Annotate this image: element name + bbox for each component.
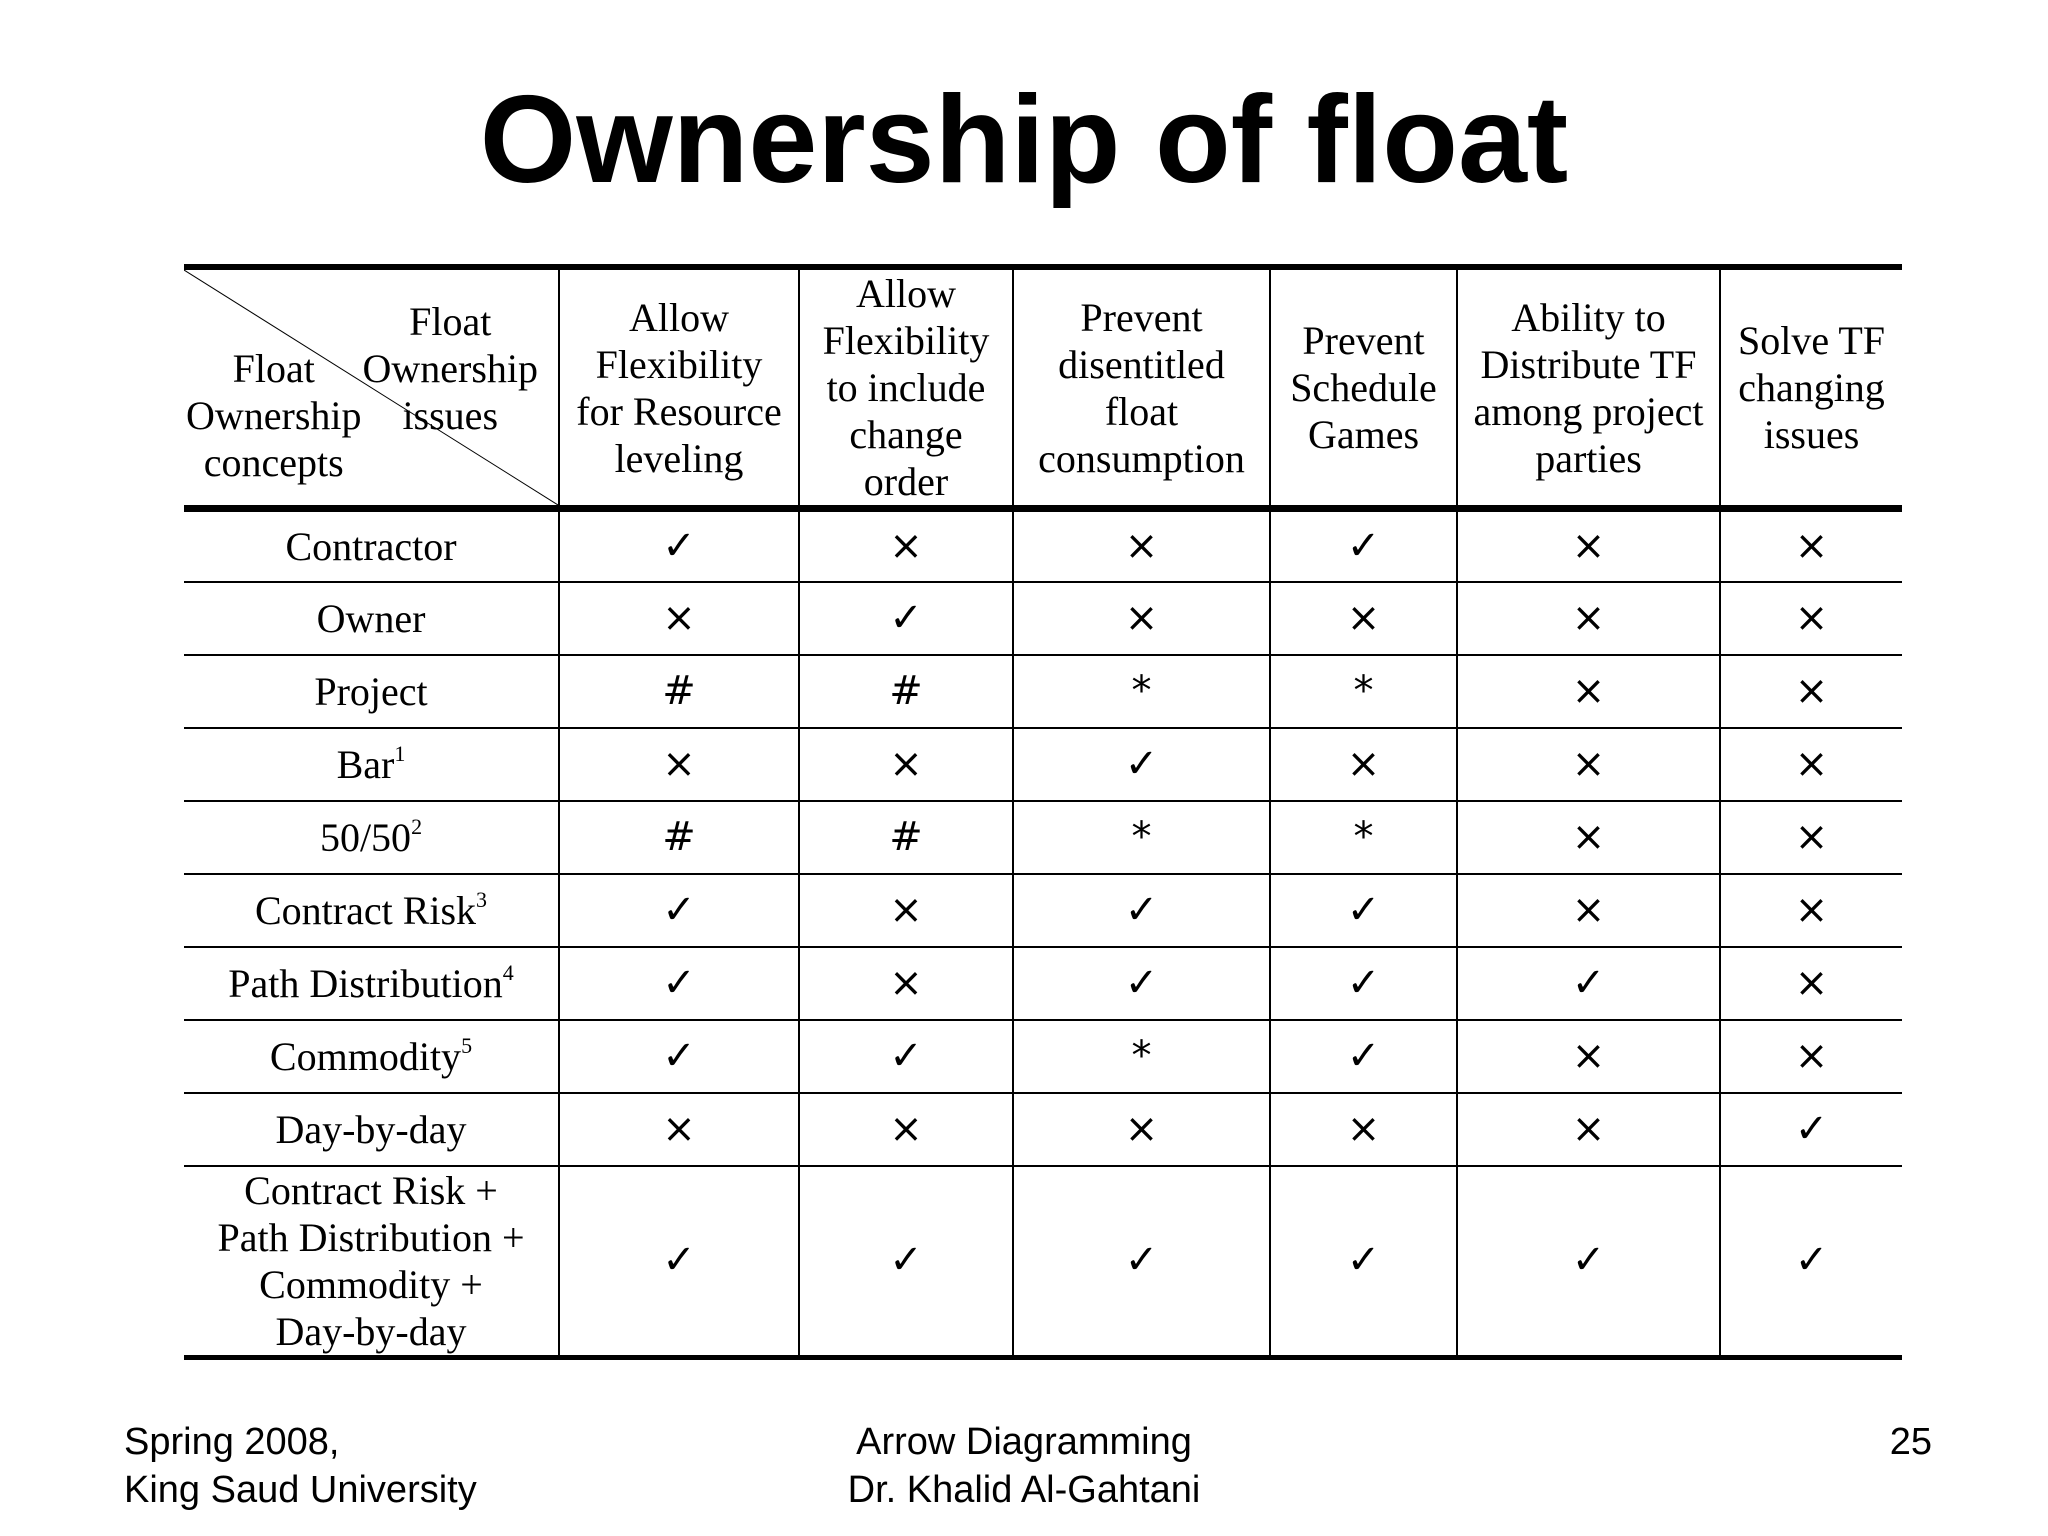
table-cell: ✓ [1013,874,1270,947]
column-header-resource-leveling: Allow Flexibility for Resource leveling [559,267,799,509]
table-cell: × [1457,509,1720,582]
table-cell: × [799,947,1013,1020]
row-label: Path Distribution$^4$ [184,947,559,1020]
corner-issues-label: Float Ownership issues [362,299,538,438]
table-cell: * [1270,655,1457,728]
row-label: Day-by-day [184,1093,559,1166]
table-cell: × [1720,655,1902,728]
table-row [184,1020,1902,1093]
table-cell: ✓ [1720,1166,1902,1358]
table-cell: × [559,582,799,655]
table-cell: × [1720,874,1902,947]
table-cell: ✓ [1013,947,1270,1020]
table-row [184,1166,1902,1358]
table-row [184,947,1902,1020]
table-cell: × [799,509,1013,582]
table-cell: ✓ [1270,1020,1457,1093]
corner-header-cell [184,267,559,509]
table-cell: × [1720,1020,1902,1093]
table-cell: × [1457,1093,1720,1166]
table-row [184,509,1902,582]
table-cell: × [1013,509,1270,582]
table-row [184,582,1902,655]
table-cell: ✓ [1457,947,1720,1020]
table-cell: × [559,728,799,801]
column-header-change-order: Allow Flexibility to include change order [799,267,1013,509]
table-header-row [184,267,1902,509]
footer-left: Spring 2008, King Saud University [124,1421,477,1511]
table-cell: ✓ [1270,947,1457,1020]
table-cell: × [1720,947,1902,1020]
footer-center: Arrow Diagramming Dr. Khalid Al-Gahtani [847,1421,1201,1511]
table-cell: # [559,801,799,874]
table-cell: ✓ [559,509,799,582]
table-cell: # [799,801,1013,874]
table-cell: ✓ [559,874,799,947]
table-cell: ✓ [1457,1166,1720,1358]
table-cell: ✓ [799,1166,1013,1358]
table-cell: × [799,1093,1013,1166]
table-cell: ✓ [559,947,799,1020]
row-label: Commodity$^5$ [184,1020,559,1093]
table-cell: # [559,655,799,728]
table-cell: × [1270,582,1457,655]
table-cell: × [1270,728,1457,801]
column-header-disentitled-float: Prevent disentitled float consumption [1013,267,1270,509]
table-cell: × [799,728,1013,801]
table-cell: × [1457,728,1720,801]
table-cell: ✓ [799,1020,1013,1093]
table-cell: * [1013,655,1270,728]
table-row [184,801,1902,874]
table-cell: * [1013,801,1270,874]
table-cell: ✓ [1270,509,1457,582]
table-cell: × [799,874,1013,947]
column-header-tf-changing: Solve TF changing issues [1720,267,1902,509]
row-label: Contract Risk$^3$ [184,874,559,947]
table-cell: × [1457,801,1720,874]
table-cell: ✓ [559,1166,799,1358]
float-ownership-table [184,264,1902,1360]
table-cell: × [1720,582,1902,655]
table-cell: ✓ [1270,874,1457,947]
row-label: Owner [184,582,559,655]
table-cell: × [1013,582,1270,655]
column-header-schedule-games: Prevent Schedule Games [1270,267,1457,509]
row-label: Contract Risk + Path Distribution + Commodity + Day-by-day [184,1166,559,1358]
row-label: Project [184,655,559,728]
table-row [184,1093,1902,1166]
table-cell: * [1013,1020,1270,1093]
table-cell: × [1457,1020,1720,1093]
table-cell: * [1270,801,1457,874]
table-cell: × [559,1093,799,1166]
table-cell: ✓ [1720,1093,1902,1166]
page-number: 25 [1889,1421,1932,1463]
table-row [184,655,1902,728]
table-cell: × [1457,582,1720,655]
table-cell: ✓ [1013,1166,1270,1358]
table-row [184,728,1902,801]
table-cell: ✓ [1013,728,1270,801]
table-cell: × [1457,655,1720,728]
table-cell: ✓ [799,582,1013,655]
slide-title: Ownership of float [479,71,1569,209]
table-cell: ✓ [559,1020,799,1093]
row-label: Contractor [184,509,559,582]
table-cell: × [1720,728,1902,801]
table-cell: × [1013,1093,1270,1166]
table-cell: × [1270,1093,1457,1166]
table-cell: # [799,655,1013,728]
table-cell: × [1457,874,1720,947]
corner-concepts-label: Float Ownership concepts [186,346,362,485]
table-cell: ✓ [1270,1166,1457,1358]
row-label: $50/50^2$ [184,801,559,874]
table-cell: × [1720,509,1902,582]
column-header-distribute-tf: Ability to Distribute TF among project parties [1457,267,1720,509]
table-row [184,874,1902,947]
row-label: Bar$^1$ [184,728,559,801]
table-cell: × [1720,801,1902,874]
